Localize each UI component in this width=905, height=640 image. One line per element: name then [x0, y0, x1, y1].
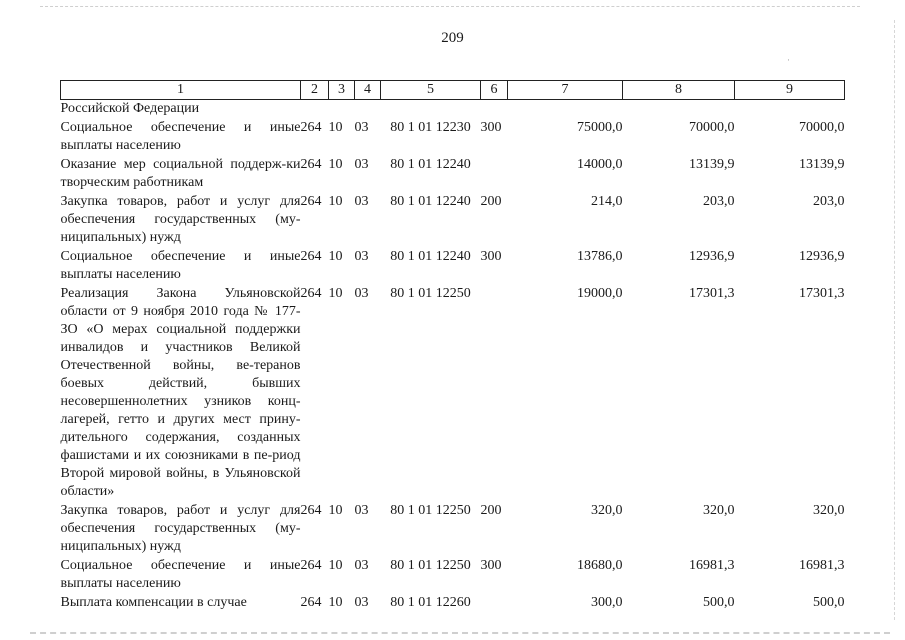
cell-amount-col9: 17301,3: [799, 286, 845, 301]
cell-amount-col9: [735, 100, 845, 120]
table-row: [61, 502, 845, 557]
cell-amount-col9: 70000,0: [799, 120, 845, 135]
row-name: Социальное обеспечение и иные выплаты населению: [60, 249, 301, 282]
column-header: 8: [623, 81, 735, 100]
column-header: 4: [355, 81, 381, 100]
cell-subsection: [355, 100, 381, 120]
cell-admin-code: 264: [300, 286, 322, 301]
cell-amount-col8: 13139,9: [689, 157, 735, 172]
column-header: 1: [61, 81, 301, 100]
row-name: Социальное обеспечение и иные выплаты населению: [60, 558, 301, 591]
cell-amount-col9: 13139,9: [799, 157, 845, 172]
cell-amount-col7: [508, 100, 623, 120]
cell-expense-type: 200: [480, 194, 502, 209]
table-row: [61, 248, 845, 285]
cell-expense-type: 300: [480, 120, 502, 135]
cell-subsection: 03: [354, 558, 369, 573]
cell-subsection: 03: [354, 120, 369, 135]
cell-admin-code: 264: [300, 503, 322, 518]
column-header: 5: [381, 81, 481, 100]
cell-target-item: 80 1 01 12240: [390, 249, 471, 264]
cell-section: 10: [328, 503, 343, 518]
cell-admin-code: 264: [300, 249, 322, 264]
cell-expense-type: [481, 156, 508, 193]
cell-amount-col7: 13786,0: [577, 249, 623, 264]
cell-amount-col9: 203,0: [813, 194, 845, 209]
scan-artifact-bottom-edge: [30, 632, 890, 634]
cell-section: 10: [328, 558, 343, 573]
cell-section: 10: [328, 157, 343, 172]
budget-table: [60, 80, 845, 613]
table-header: [61, 81, 845, 100]
cell-subsection: 03: [354, 503, 369, 518]
table-row: [61, 156, 845, 193]
row-name: Выплата компенсации в случае: [60, 595, 247, 610]
cell-amount-col7: 18680,0: [577, 558, 623, 573]
row-name: Реализация Закона Ульяновской области от 9 ноября 2010 года № 177-ЗО «О мерах социальной поддержки инвалидов и участников Великой Отечественной войны, ве-теранов боевых действий, бывших несовершеннолетних узников конц-лагерей, гетто и других мест прину-дительного содержания, созданных фашистами и их союзниками в пе-риод Второй мировой войны, в Ульяновской области»: [60, 286, 301, 499]
column-header: 9: [735, 81, 845, 100]
cell-amount-col8: 70000,0: [689, 120, 735, 135]
row-name: Социальное обеспечение и иные выплаты населению: [60, 120, 301, 153]
cell-expense-type: 200: [480, 503, 502, 518]
row-name: Оказание мер социальной поддерж-ки творческим работникам: [60, 157, 301, 190]
cell-subsection: 03: [354, 157, 369, 172]
cell-admin-code: 264: [300, 194, 322, 209]
column-header: 2: [301, 81, 329, 100]
cell-target-item: 80 1 01 12240: [390, 157, 471, 172]
table-row: [61, 100, 845, 120]
cell-amount-col8: 500,0: [703, 595, 735, 610]
cell-admin-code: 264: [300, 157, 322, 172]
column-header: 7: [508, 81, 623, 100]
scan-artifact-top-edge: [40, 6, 860, 7]
cell-amount-col8: 17301,3: [689, 286, 735, 301]
cell-target-item: 80 1 01 12230: [390, 120, 471, 135]
cell-target-item: 80 1 01 12250: [390, 503, 471, 518]
header-row: [61, 81, 845, 100]
cell-section: [329, 100, 355, 120]
cell-expense-type: [481, 594, 508, 613]
cell-subsection: 03: [354, 286, 369, 301]
cell-target-item: [381, 100, 481, 120]
cell-amount-col7: 214,0: [591, 194, 623, 209]
cell-amount-col8: 203,0: [703, 194, 735, 209]
cell-amount-col9: 320,0: [813, 503, 845, 518]
cell-amount-col9: 16981,3: [799, 558, 845, 573]
cell-expense-type: [481, 100, 508, 120]
cell-amount-col8: [623, 100, 735, 120]
cell-subsection: 03: [354, 249, 369, 264]
cell-admin-code: [301, 100, 329, 120]
cell-amount-col7: 75000,0: [577, 120, 623, 135]
cell-subsection: 03: [354, 194, 369, 209]
column-header: 6: [481, 81, 508, 100]
table-row: [61, 285, 845, 502]
cell-section: 10: [328, 249, 343, 264]
cell-amount-col8: 16981,3: [689, 558, 735, 573]
table-row: [61, 119, 845, 156]
cell-section: 10: [328, 120, 343, 135]
row-name: Закупка товаров, работ и услуг для обеспечения государственных (му-ниципальных) нужд: [60, 194, 301, 245]
cell-amount-col7: 320,0: [591, 503, 623, 518]
table-body: [61, 100, 845, 614]
cell-expense-type: [481, 285, 508, 502]
row-name: Российской Федерации: [60, 101, 200, 116]
scan-speck: ·: [787, 55, 790, 65]
cell-section: 10: [328, 194, 343, 209]
cell-amount-col7: 19000,0: [577, 286, 623, 301]
cell-amount-col9: 500,0: [813, 595, 845, 610]
cell-subsection: 03: [354, 595, 369, 610]
row-name: Закупка товаров, работ и услуг для обеспечения государственных (му-ниципальных) нужд: [60, 503, 301, 554]
table-row: [61, 594, 845, 613]
cell-target-item: 80 1 01 12260: [390, 595, 471, 610]
cell-amount-col9: 12936,9: [799, 249, 845, 264]
cell-amount-col8: 320,0: [703, 503, 735, 518]
table-row: [61, 557, 845, 594]
page-number: 209: [441, 30, 464, 46]
cell-section: 10: [328, 286, 343, 301]
cell-target-item: 80 1 01 12250: [390, 286, 471, 301]
cell-section: 10: [328, 595, 343, 610]
cell-expense-type: 300: [480, 249, 502, 264]
cell-amount-col7: 14000,0: [577, 157, 623, 172]
cell-admin-code: 264: [300, 558, 322, 573]
table-row: [61, 193, 845, 248]
cell-admin-code: 264: [300, 120, 322, 135]
column-header: 3: [329, 81, 355, 100]
cell-admin-code: 264: [300, 595, 322, 610]
cell-target-item: 80 1 01 12250: [390, 558, 471, 573]
scan-artifact-right-edge: [894, 20, 895, 620]
cell-amount-col7: 300,0: [591, 595, 623, 610]
cell-amount-col8: 12936,9: [689, 249, 735, 264]
cell-expense-type: 300: [480, 558, 502, 573]
cell-target-item: 80 1 01 12240: [390, 194, 471, 209]
